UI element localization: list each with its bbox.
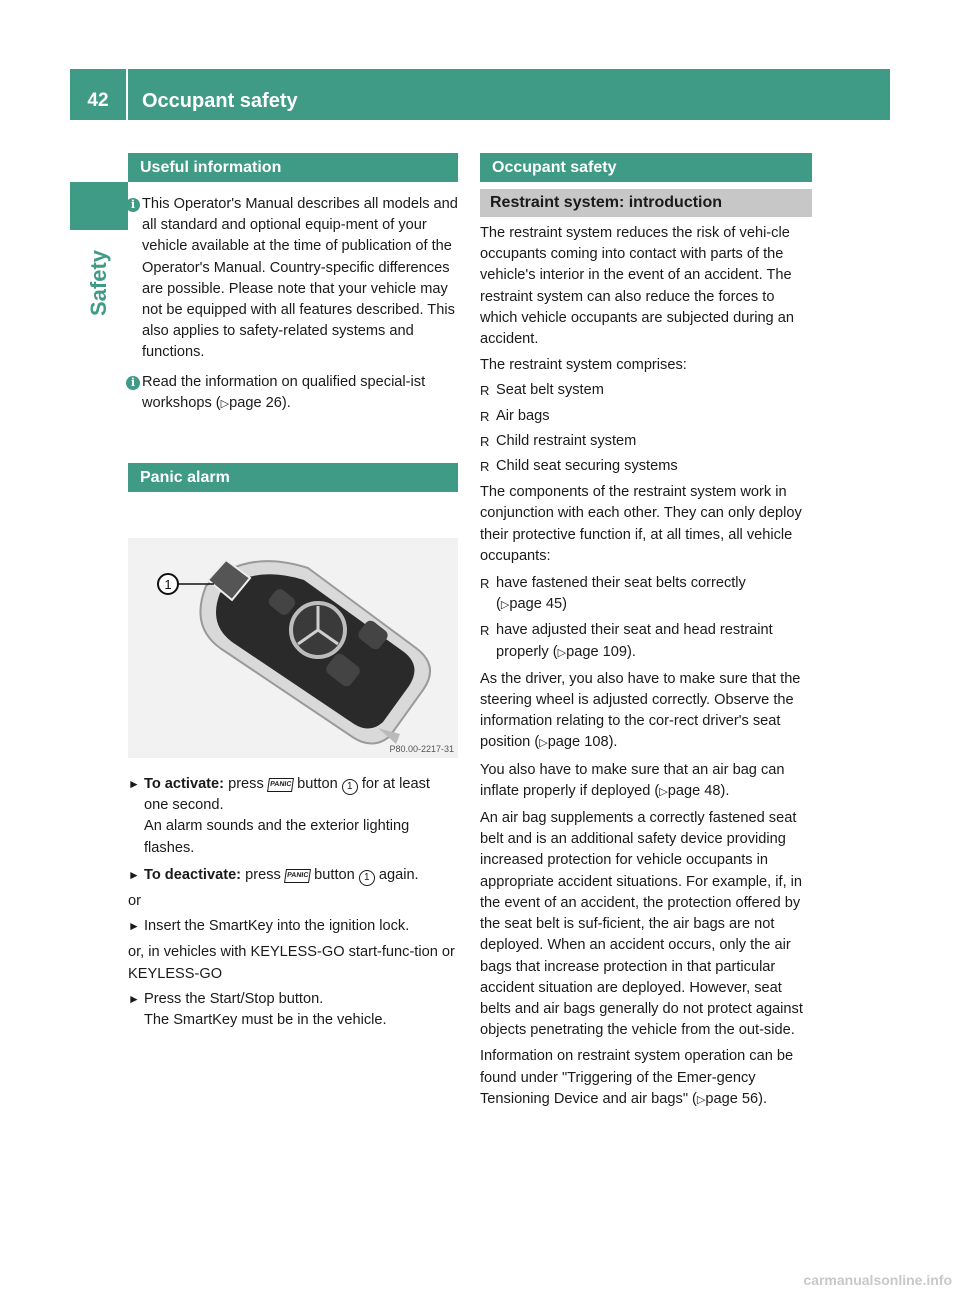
paragraph-text-end: ). [758, 1090, 768, 1107]
step-label: To activate: [144, 776, 225, 793]
watermark-logo: carmanualsonline.info [803, 1272, 952, 1288]
info-note [128, 372, 458, 415]
paragraph-text-end: ). [608, 734, 618, 751]
figure-code: P80.00-2217-31 [389, 744, 454, 755]
occupant-safety-heading: Occupant safety [480, 153, 812, 182]
page-link[interactable]: page 109 [566, 643, 627, 660]
step-arrow-icon: ► [128, 919, 140, 934]
page-title: Occupant safety [142, 90, 298, 112]
section-tab [70, 182, 128, 230]
paragraph-text: Information on restraint system operation can be found under "Triggering of the Emer-gency Tensioning Device and air bags" ( [480, 1048, 794, 1107]
header-bar [70, 69, 890, 120]
info-icon: i [126, 198, 140, 212]
section-label [63, 238, 135, 328]
list-item [480, 620, 812, 663]
bullet-icon: R [480, 408, 490, 424]
step-arrow-icon: ► [128, 991, 140, 1006]
page-link[interactable]: page 48 [667, 782, 721, 799]
paragraph: The restraint system comprises: [480, 357, 687, 374]
list-item-text: Seat belt system [496, 382, 604, 399]
list-item-text: have fastened their seat belts correctly ( [496, 575, 746, 613]
step-text: press [224, 776, 268, 793]
left-column [128, 153, 458, 1031]
section-label-text: Safety [86, 249, 111, 317]
paragraph-text: As the driver, you also have to make sure that the steering wheel is adjusted correctly. Observe the information relating to the cor-rect driver's seat position ( [480, 670, 801, 751]
restraint-system-subheading: Restraint system: introduction [480, 189, 812, 217]
right-column [480, 153, 812, 1111]
step-note: An alarm sounds and the exterior lighting flashes. [144, 818, 410, 856]
paragraph: An air bag supplements a correctly fastened seat belt and is an additional safety device providing increased protection for vehicle occupants in appropriate accident situations. For example, if, in the event of an accident, the protection offered by the seat belt is suf-ficient, the air bags are not deployed. When an accident occurs, only the air bags that increase protection in that particular accident situation are deployed. However, seat belts and air bags generally do not protect against objects penetrating the vehicle from the out-side. [480, 810, 803, 1039]
step-text: press [241, 866, 285, 883]
list-item [480, 380, 812, 401]
page-ref-arrow-icon: ▷ [557, 646, 567, 659]
paragraph-text: You also have to make sure that an air bag can inflate properly if deployed ( [480, 761, 785, 799]
step-text: Insert the SmartKey into the ignition lock. [144, 918, 410, 935]
step-arrow-icon: ► [128, 777, 140, 792]
page-link[interactable]: page 45 [509, 596, 563, 613]
callout-1: 1 [359, 870, 375, 886]
bullet-icon: R [480, 383, 490, 399]
list-item-text: Child restraint system [496, 432, 637, 449]
step-text: Press the Start/Stop button. [144, 990, 324, 1007]
callout-1: 1 [342, 779, 358, 795]
step-label: To deactivate: [144, 866, 242, 883]
panic-button-icon: PANIC [267, 778, 294, 792]
useful-info-heading: Useful information [128, 153, 458, 182]
paragraph [480, 669, 812, 755]
step-deactivate [128, 865, 458, 886]
step-text: again. [374, 866, 419, 883]
info-note-text: This Operator's Manual describes all models and all standard and optional equip-ment of your vehicle available at the time of publication of the Operator's Manual. Country-specific differences are possible. Please note that your vehicle may not be equipped with all features described. This also applies to safety-related systems and functions. [142, 196, 458, 361]
step-arrow-icon: ► [128, 867, 140, 882]
list-item-text: have adjusted their seat and head restraint properly ( [496, 622, 773, 660]
list-item [480, 431, 812, 452]
paragraph [480, 1046, 812, 1111]
or-keyless-text: or, in vehicles with KEYLESS-GO start-func-tion or KEYLESS-GO [128, 944, 455, 982]
step-note: The SmartKey must be in the vehicle. [144, 1012, 387, 1029]
page-ref-arrow-icon: ▷ [659, 785, 668, 798]
svg-text:1: 1 [164, 577, 172, 593]
step-press-start [128, 989, 458, 1031]
info-note-text: Read the information on qualified special-ist workshops ( [142, 373, 426, 411]
info-note [128, 194, 458, 364]
paragraph: The restraint system reduces the risk of vehi-cle occupants coming into contact with parts of the vehicle's interior in the event of an accident. The restraint system can also reduce the forces to which vehicle occupants are subjected during an accident. [480, 225, 794, 348]
page-ref-arrow-icon: ▷ [696, 1093, 706, 1106]
page-link[interactable]: page 26 [229, 394, 282, 411]
list-item-text: Air bags [496, 407, 550, 424]
smartkey-figure [128, 538, 458, 758]
step-text: for at least one second. [144, 776, 430, 814]
page-ref-arrow-icon: ▷ [220, 397, 230, 410]
or-text: or [128, 893, 141, 910]
list-item-text-end: ). [626, 643, 636, 660]
step-activate [128, 774, 458, 859]
step-insert [128, 916, 458, 937]
page-link[interactable]: page 56 [705, 1090, 759, 1107]
page-link[interactable]: page 108 [547, 734, 609, 751]
bullet-icon: R [480, 576, 490, 592]
bullet-icon: R [480, 459, 490, 475]
list-item [480, 573, 812, 616]
paragraph-text-end: ). [720, 782, 730, 799]
list-item [480, 406, 812, 427]
bullet-icon: R [480, 623, 490, 639]
smartkey-image [128, 538, 458, 758]
panic-alarm-heading: Panic alarm [128, 463, 458, 492]
paragraph: The components of the restraint system work in conjunction with each other. They can only deploy their protective function if, at all times, all vehicle occupants: [480, 484, 802, 564]
list-item-text-end: ) [562, 596, 567, 613]
panic-button-icon: PANIC [284, 869, 311, 883]
page-ref-arrow-icon: ▷ [500, 599, 510, 612]
step-text: button [310, 866, 359, 883]
header-divider [126, 69, 128, 120]
info-note-text-end: ). [281, 394, 291, 411]
paragraph [480, 760, 812, 803]
page-ref-arrow-icon: ▷ [539, 737, 548, 750]
step-text: button [293, 776, 342, 793]
info-icon: i [126, 376, 140, 390]
page-number: 42 [87, 90, 109, 111]
bullet-icon: R [480, 433, 490, 449]
list-item [480, 456, 812, 477]
list-item-text: Child seat securing systems [496, 458, 678, 475]
